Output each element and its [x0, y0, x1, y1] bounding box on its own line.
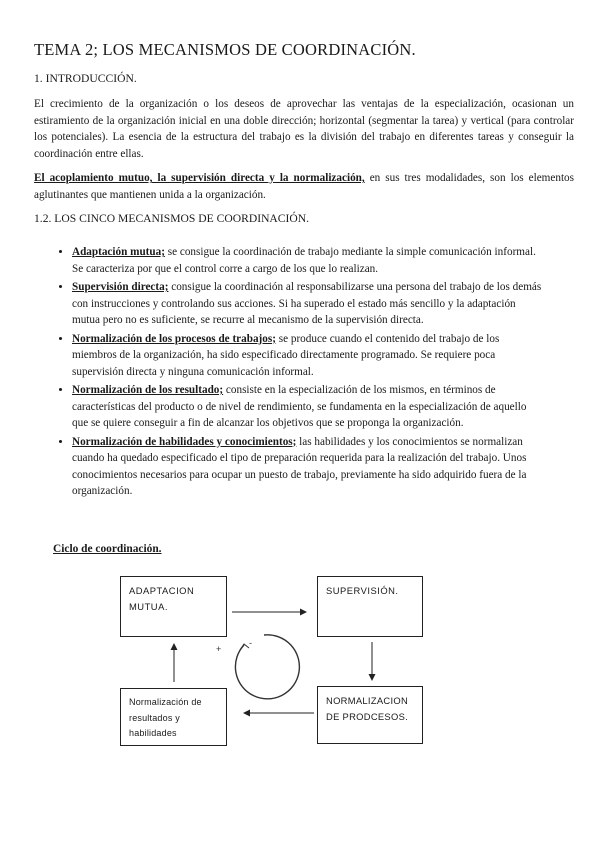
list-item [72, 434, 542, 500]
cycle-circle-icon [235, 635, 299, 699]
mechanism-term: Supervisión directa; [72, 281, 169, 293]
mechanisms-list [48, 244, 542, 502]
coordination-elements-term: El acoplamiento mutuo, la supervisión directa y la normalización, [34, 172, 365, 184]
mechanism-term: Normalización de los procesos de trabajos; [72, 332, 276, 345]
mechanism-text: se produce cuando el contenido del trabajo de los miembros de la organización, ha sido especificado directamente programado. Se requiere poca supervisión directa y ninguna comunicación informal. [72, 332, 500, 378]
list-item [72, 244, 542, 277]
box-results-line3: habilidades [129, 728, 177, 738]
box-adaptation [120, 576, 227, 637]
mechanism-term: Normalización de los resultado; [72, 384, 224, 396]
box-results-line1: Normalización de [129, 697, 202, 707]
box-results-skills [120, 688, 227, 746]
cycle-title: Ciclo de coordinación. [53, 543, 162, 555]
box-processes-line2: DE PRODCESOS. [326, 711, 409, 722]
mechanism-text: se consigue la coordinación de trabajo mediante la simple comunicación informal. Se caracteriza por que el control corre a cargo de los que lo realizan. [72, 246, 536, 275]
mechanism-term: Adaptación mutua; [72, 246, 165, 258]
box-supervision-label: SUPERVISIÓN. [326, 585, 399, 596]
list-item [72, 331, 542, 381]
mechanisms-heading: 1.2. LOS CINCO MECANISMOS DE COORDINACIÓN. [34, 212, 310, 225]
box-processes-line1: NORMALIZACION [326, 695, 409, 706]
intro-paragraph-2-text: en sus tres modalidades, son los elementos aglutinantes que mantienen unida a la organización. [34, 172, 575, 201]
box-processes [317, 686, 423, 744]
cycle-circle-arrowhead-icon [240, 644, 249, 650]
box-adaptation-line1: ADAPTACION [129, 585, 195, 596]
mechanism-text: las habilidades y los conocimientos se normalizan cuando ha quedado especificado el tipo de preparación requerida para la realización del trabajo. Unos conocimientos necesarios para ocupar un puesto de trabajo, previamente ha sido adquirido fuera de la organización. [72, 435, 527, 497]
plus-sign: + [216, 644, 222, 654]
list-item [72, 279, 542, 329]
box-adaptation-line2: MUTUA. [129, 601, 168, 612]
list-item [72, 382, 542, 432]
intro-paragraph-2 [34, 170, 574, 203]
mechanism-term: Normalización de habilidades y conocimientos; [72, 435, 297, 448]
mechanism-text: consigue la coordinación al responsabilizarse una persona del trabajo de los demás con instrucciones y controlando sus acciones. Si ha superado el estado más sencillo y la adaptación mutua pero no es suficiente, se recurre al mecanismo de la supervisión directa. [72, 281, 542, 326]
intro-paragraph: El crecimiento de la organización o los deseos de aprovechar las ventajas de la especialización, ocasionan un estiramiento de la organización inicial en una doble dirección; horizontal (segmentar la tarea) y vertical (para controlar los potenciales). La esencia de la estructura del trabajo es la división del trabajo en diferentes tareas y conseguir la coordinación entre ellas. [34, 98, 574, 160]
document-title: TEMA 2; LOS MECANISMOS DE COORDINACIÓN. [34, 40, 416, 59]
intro-heading: 1. INTRODUCCIÓN. [34, 72, 137, 85]
mechanism-text: consiste en la especialización de los mismos, en términos de características del producto o de nivel de rendimiento, se fundamenta en la especialización de aquello que se quiere conseguir a fin de alcanzar los objetivos que se proponga la organización. [72, 384, 527, 429]
minus-sign: - [249, 638, 252, 648]
box-results-line2: resultados y [129, 712, 180, 723]
box-supervision [317, 576, 423, 637]
